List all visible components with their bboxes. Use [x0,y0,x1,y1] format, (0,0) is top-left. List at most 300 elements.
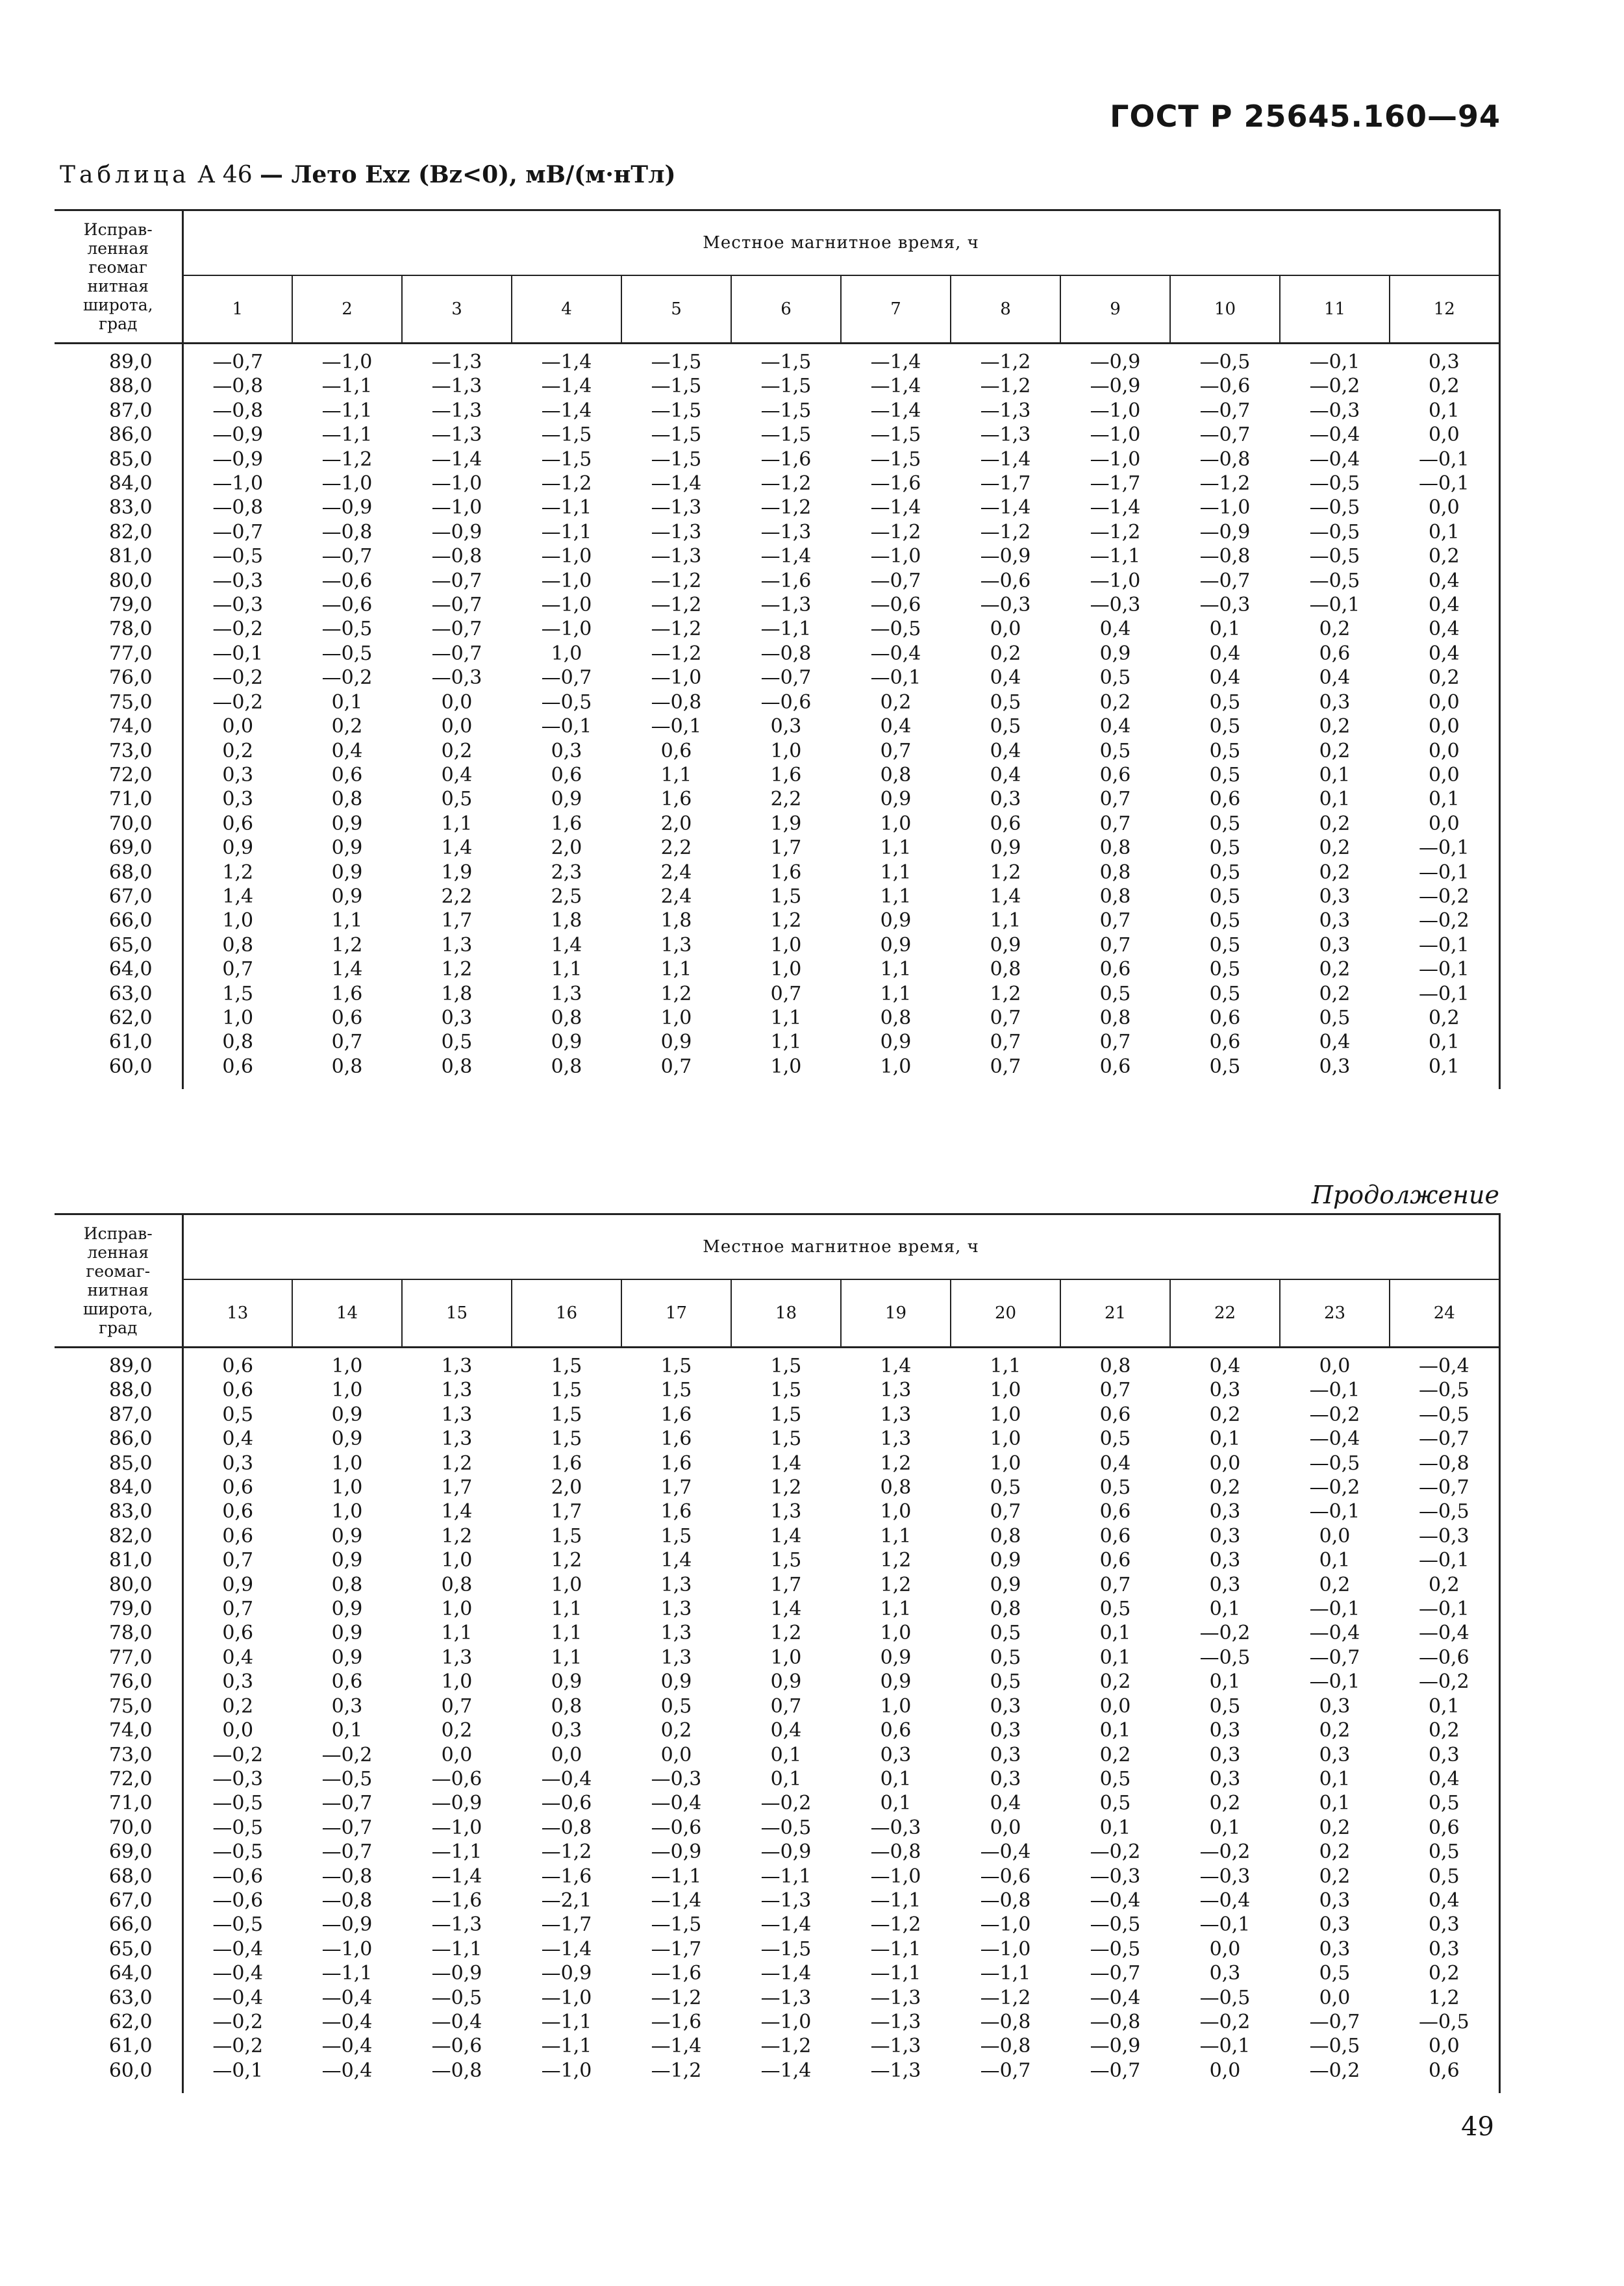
value-cell: 1,6 [660,788,692,811]
table-row [55,1670,1499,1694]
value-cell: 0,1 [1099,1646,1131,1669]
latitude-header-line: Исправ- [83,1224,153,1243]
value-cell: —0,5 [1390,2010,1499,2034]
value-cell: —1,0 [541,2059,592,2082]
value-cell: —1,4 [870,351,921,373]
value-cell: 0,6 [1099,763,1131,786]
value-cell: 0,4 [331,739,363,762]
latitude-cell: 78,0 [55,617,182,641]
value-cell: —1,7 [1090,472,1141,496]
value-cell: —0,4 [212,1962,264,1985]
value-cell: 0,5 [1319,1006,1351,1029]
value-cell: 1,1 [660,763,692,786]
value-cell: 0,8 [441,1055,473,1078]
latitude-cell: 86,0 [55,1427,182,1451]
value-cell: —0,5 [321,1767,373,1790]
value-cell: 0,6 [222,1476,254,1500]
value-cell: 1,4 [551,933,582,957]
value-cell: —0,5 [1309,569,1360,592]
value-cell: 0,1 [331,690,363,714]
value-cell: —0,4 [1390,1621,1499,1645]
value-cell: —1,5 [760,375,812,398]
value-cell: —0,3 [651,1767,702,1790]
value-cell: 1,5 [551,1355,582,1377]
value-cell: —0,5 [1390,1403,1499,1427]
value-cell: 1,4 [880,1355,912,1377]
hour-header: 4 [512,275,621,344]
value-cell: —1,1 [321,399,373,422]
value-cell: 0,6 [222,1379,254,1402]
value-cell: —0,5 [1199,1646,1251,1669]
value-cell: 0,5 [990,1670,1021,1694]
value-cell: 1,1 [770,1006,802,1029]
table-row [55,1427,1499,1451]
value-cell: —0,1 [1390,447,1499,471]
value-cell: 0,4 [1099,715,1131,738]
value-cell: 1,4 [990,885,1021,908]
latitude-cell: 82,0 [55,520,182,544]
value-cell: 0,6 [1209,788,1241,811]
value-cell: 0,6 [331,1006,363,1029]
value-cell: 0,7 [1099,788,1131,811]
value-cell: 0,4 [990,1792,1021,1815]
value-cell: —1,0 [431,496,482,520]
value-cell: —1,5 [651,351,702,373]
value-cell: 0,3 [1209,1379,1241,1402]
value-cell: —1,2 [980,375,1031,398]
value-cell: 0,3 [1390,1743,1499,1767]
value-cell: —0,5 [212,1792,264,1815]
value-cell: 1,0 [880,1500,912,1524]
value-cell: 1,8 [551,909,582,933]
latitude-header-line: град [99,314,138,333]
hour-header: 21 [1060,1279,1170,1348]
value-cell: —0,7 [321,1816,373,1839]
value-cell: —1,3 [980,399,1031,422]
value-cell: —1,2 [980,520,1031,544]
value-cell: —1,1 [870,1889,921,1912]
value-cell: 1,7 [770,1573,802,1596]
value-cell: 0,5 [990,1622,1021,1645]
table-row [55,544,1499,568]
value-cell: 0,5 [1209,715,1241,738]
value-cell: —0,8 [1090,2010,1141,2033]
value-cell: 0,8 [441,1573,473,1596]
value-cell: 2,2 [660,836,692,860]
value-cell: 1,5 [660,1524,692,1548]
value-cell: —1,2 [760,2035,812,2058]
hour-header: 2 [292,275,402,344]
value-cell: 1,1 [990,909,1021,933]
latitude-cell: 61,0 [55,2034,182,2058]
value-cell: 0,5 [441,1031,473,1054]
data-table-hours-1-12 [55,209,1501,1089]
value-cell: —0,5 [870,618,921,641]
page-number: 49 [1461,2112,1494,2142]
value-cell: 0,9 [551,788,582,811]
latitude-cell: 88,0 [55,374,182,398]
value-cell: —1,7 [541,1913,592,1937]
value-cell: 2,2 [441,885,473,908]
local-magnetic-time-header: Местное магнитное время, ч [182,210,1499,276]
value-cell: —1,1 [651,1865,702,1888]
hour-header: 20 [951,1279,1060,1348]
value-cell: 0,8 [1099,1006,1131,1029]
value-cell: 0,5 [1099,739,1131,762]
value-cell: 0,1 [1319,788,1351,811]
value-cell: —1,1 [541,2010,592,2033]
table-row [55,1378,1499,1402]
latitude-cell: 77,0 [55,642,182,666]
value-cell: —1,3 [760,520,812,544]
value-cell: —1,3 [870,1986,921,2009]
value-cell: —0,5 [1090,1913,1141,1937]
value-cell: —1,0 [980,1937,1031,1961]
document-code: ГОСТ Р 25645.160—94 [1110,99,1501,134]
value-cell: 0,5 [1209,958,1241,981]
value-cell: 0,8 [222,1031,254,1054]
latitude-header-line: широта, [82,295,153,314]
latitude-cell: 82,0 [55,1524,182,1548]
value-cell: —0,5 [1309,472,1360,496]
latitude-cell: 67,0 [55,885,182,909]
value-cell: —1,3 [431,1913,482,1937]
value-cell: 0,4 [1209,1355,1241,1377]
value-cell: 0,6 [880,1719,912,1742]
value-cell: —0,1 [1309,1670,1360,1694]
value-cell: 0,2 [441,739,473,762]
value-cell: —0,4 [1090,1986,1141,2009]
value-cell: 0,6 [222,1524,254,1548]
value-cell: 2,2 [770,788,802,811]
value-cell: —0,2 [212,666,264,690]
value-cell: 0,2 [1319,982,1351,1005]
value-cell: —0,8 [431,545,482,568]
value-cell: —0,9 [1199,520,1251,544]
value-cell: 1,0 [880,1694,912,1718]
value-cell: 0,2 [1099,1670,1131,1694]
value-cell: —1,3 [760,594,812,617]
value-cell: 1,2 [441,1524,473,1548]
value-cell: —1,2 [980,1986,1031,2009]
value-cell: 1,2 [990,860,1021,884]
latitude-cell: 87,0 [55,399,182,423]
value-cell: 1,3 [660,1646,692,1669]
value-cell: 0,5 [1099,666,1131,690]
value-cell: —1,1 [431,1937,482,1961]
value-cell: 0,2 [1209,1476,1241,1500]
value-cell: —1,2 [541,1840,592,1864]
value-cell: —0,5 [212,1913,264,1937]
value-cell: —1,6 [760,569,812,592]
value-cell: 0,6 [1099,1524,1131,1548]
value-cell: 0,9 [222,1573,254,1596]
value-cell: 0,2 [1390,1006,1499,1030]
latitude-cell: 76,0 [55,1670,182,1694]
value-cell: 0,8 [551,1055,582,1078]
value-cell: —0,1 [1309,351,1360,373]
value-cell: —0,8 [651,690,702,714]
table-row [55,860,1499,885]
value-cell: 0,0 [441,1743,473,1766]
value-cell: 1,2 [880,1451,912,1475]
table-row [55,2034,1499,2058]
value-cell: 0,4 [1209,666,1241,690]
value-cell: 0,5 [1390,1791,1499,1815]
table-row [55,1548,1499,1572]
value-cell: —0,5 [1309,520,1360,544]
value-cell: 0,0 [1390,739,1499,763]
value-cell: —0,9 [1090,375,1141,398]
value-cell: 0,9 [331,1427,363,1451]
value-cell: 0,7 [222,958,254,981]
value-cell: —1,0 [541,545,592,568]
table-row [55,1348,1499,1379]
value-cell: 1,7 [441,909,473,933]
value-cell: —0,4 [980,1840,1031,1864]
table-row [55,2059,1499,2083]
value-cell: 0,1 [1319,1792,1351,1815]
latitude-cell: 75,0 [55,1694,182,1718]
value-cell: —0,4 [541,1767,592,1790]
value-cell: 0,0 [441,715,473,738]
value-cell: 0,7 [1099,1573,1131,1596]
value-cell: 0,0 [222,1719,254,1742]
value-cell: 0,5 [222,1403,254,1426]
value-cell: 1,4 [222,885,254,908]
value-cell: 0,1 [880,1792,912,1815]
value-cell: 0,4 [1319,1031,1351,1054]
hour-header: 23 [1280,1279,1390,1348]
latitude-cell: 69,0 [55,1840,182,1864]
value-cell: 0,1 [1319,1549,1351,1572]
latitude-cell: 85,0 [55,1451,182,1476]
value-cell: 1,8 [441,982,473,1005]
hour-header: 16 [512,1279,621,1348]
value-cell: —0,5 [212,1816,264,1839]
value-cell: —0,8 [1199,447,1251,471]
value-cell: 0,2 [1209,1403,1241,1426]
value-cell: 1,0 [222,1006,254,1029]
value-cell: 0,5 [1099,1476,1131,1500]
value-cell: —1,0 [870,545,921,568]
value-cell: 0,6 [222,812,254,835]
value-cell: —0,9 [431,520,482,544]
value-cell: —0,8 [541,1816,592,1839]
value-cell: —0,2 [212,1743,264,1766]
value-cell: 0,2 [1319,1840,1351,1864]
value-cell: 0,9 [990,1549,1021,1572]
value-cell: 1,3 [441,1355,473,1377]
value-cell: 0,4 [770,1719,802,1742]
value-cell: 1,4 [331,958,363,981]
value-cell: 2,3 [551,860,582,884]
value-cell: 0,3 [990,1767,1021,1790]
value-cell: 1,3 [660,1598,692,1621]
value-cell: 0,3 [1209,1767,1241,1790]
value-cell: —1,6 [651,1962,702,1985]
value-cell: —0,3 [1199,1865,1251,1888]
value-cell: 0,2 [331,715,363,738]
value-cell: 0,5 [1209,933,1241,957]
latitude-cell: 62,0 [55,2010,182,2034]
value-cell: —0,8 [321,1865,373,1888]
value-cell: 0,2 [1319,958,1351,981]
value-cell: —0,8 [212,399,264,422]
value-cell: 0,3 [1209,1524,1241,1548]
value-cell: 0,8 [990,1598,1021,1621]
value-cell: —1,2 [651,642,702,665]
table-row [55,1030,1499,1054]
value-cell: 1,0 [990,1379,1021,1402]
value-cell: 0,9 [880,909,912,933]
value-cell: —1,1 [760,1865,812,1888]
latitude-cell: 74,0 [55,1718,182,1742]
value-cell: —0,1 [541,715,592,738]
value-cell: —1,1 [980,1962,1031,1985]
table-row [55,836,1499,860]
value-cell: —0,8 [870,1840,921,1864]
value-cell: 1,2 [331,933,363,957]
value-cell: 1,4 [660,1549,692,1572]
value-cell: —1,4 [760,545,812,568]
value-cell: —1,2 [980,351,1031,373]
value-cell: 0,3 [1390,1913,1499,1937]
value-cell: 0,5 [1099,982,1131,1005]
value-cell: 0,6 [1390,2059,1499,2083]
value-cell: 0,4 [1099,618,1131,641]
value-cell: —0,5 [760,1816,812,1839]
value-cell: —1,4 [651,2035,702,2058]
latitude-cell: 85,0 [55,447,182,471]
value-cell: —0,2 [1390,885,1499,909]
value-cell: —0,6 [980,569,1031,592]
value-cell: 0,7 [770,1694,802,1718]
table-row [55,1524,1499,1548]
value-cell: 0,3 [990,1719,1021,1742]
value-cell: —0,5 [1390,1500,1499,1524]
value-cell: 0,4 [1390,1767,1499,1791]
value-cell: —0,3 [1309,399,1360,422]
caption-number: А 46 [197,162,253,188]
value-cell: —0,1 [1390,836,1499,860]
value-cell: —1,5 [541,447,592,471]
value-cell: —1,3 [431,423,482,447]
value-cell: 0,3 [1209,1500,1241,1524]
value-cell: 0,1 [1390,1694,1499,1718]
value-cell: 0,7 [990,1006,1021,1029]
value-cell: 0,1 [770,1767,802,1790]
table-row [55,1961,1499,1985]
hour-header: 11 [1280,275,1390,344]
value-cell: —0,2 [760,1792,812,1815]
value-cell: 0,6 [1209,1031,1241,1054]
value-cell: —1,0 [431,1816,482,1839]
value-cell: 0,2 [1390,666,1499,690]
value-cell: —1,0 [321,472,373,496]
value-cell: 0,3 [1319,1913,1351,1937]
value-cell: —0,4 [212,1937,264,1961]
value-cell: —0,5 [1309,496,1360,520]
value-cell: 1,6 [660,1403,692,1426]
value-cell: 0,9 [331,1549,363,1572]
value-cell: 0,3 [222,1451,254,1475]
value-cell: —1,6 [431,1889,482,1912]
value-cell: —0,8 [1390,1451,1499,1476]
value-cell: 0,6 [660,739,692,762]
value-cell: 1,9 [770,812,802,835]
table-row [55,1816,1499,1840]
value-cell: —0,4 [1390,1348,1499,1379]
value-cell: 0,6 [1099,958,1131,981]
value-cell: —1,2 [870,520,921,544]
hour-header: 9 [1060,275,1170,344]
value-cell: 0,8 [1099,1355,1131,1377]
value-cell: —0,4 [870,642,921,665]
value-cell: —0,5 [1309,1451,1360,1475]
value-cell: 1,2 [222,860,254,884]
latitude-cell: 70,0 [55,812,182,836]
value-cell: 0,0 [1319,1524,1351,1548]
value-cell: 1,1 [880,836,912,860]
table-row [55,399,1499,423]
value-cell: 0,0 [551,1743,582,1766]
value-cell: 0,9 [331,860,363,884]
value-cell: 0,2 [1319,1865,1351,1888]
value-cell: —1,4 [980,496,1031,520]
table-row [55,374,1499,398]
value-cell: 0,9 [331,1646,363,1669]
value-cell: 0,3 [1319,1743,1351,1766]
value-cell: 1,0 [331,1379,363,1402]
value-cell: 1,1 [880,860,912,884]
value-cell: 0,8 [331,1055,363,1078]
value-cell: —1,6 [651,2010,702,2033]
value-cell: 1,5 [770,1355,802,1377]
value-cell: —1,6 [870,472,921,496]
value-cell: —1,2 [541,472,592,496]
value-cell: —0,3 [980,594,1031,617]
value-cell: 0,6 [990,812,1021,835]
value-cell: —0,1 [1199,1913,1251,1937]
value-cell: —0,5 [541,690,592,714]
table-row [55,1767,1499,1791]
continuation-label: Продолжение [1311,1181,1499,1209]
value-cell: —1,0 [651,666,702,690]
value-cell: —1,3 [870,2035,921,2058]
value-cell: 0,0 [1390,763,1499,787]
value-cell: —1,2 [651,569,702,592]
value-cell: —0,6 [321,569,373,592]
value-cell: —0,8 [321,520,373,544]
value-cell: 1,2 [441,958,473,981]
value-cell: 0,6 [1099,1500,1131,1524]
value-cell: 0,0 [1319,1355,1351,1377]
latitude-cell: 63,0 [55,982,182,1006]
value-cell: —0,8 [980,1889,1031,1912]
latitude-header-line: геомаг- [86,1262,151,1281]
value-cell: 0,9 [331,1622,363,1645]
value-cell: 0,0 [1390,2034,1499,2058]
value-cell: 0,5 [1099,1792,1131,1815]
hour-header: 12 [1390,275,1499,344]
value-cell: 1,1 [880,1524,912,1548]
value-cell: —0,9 [431,1792,482,1815]
value-cell: 0,1 [1390,787,1499,811]
table-row [55,1597,1499,1621]
value-cell: 0,7 [1099,1031,1131,1054]
latitude-header-line: нитная [87,1281,149,1300]
